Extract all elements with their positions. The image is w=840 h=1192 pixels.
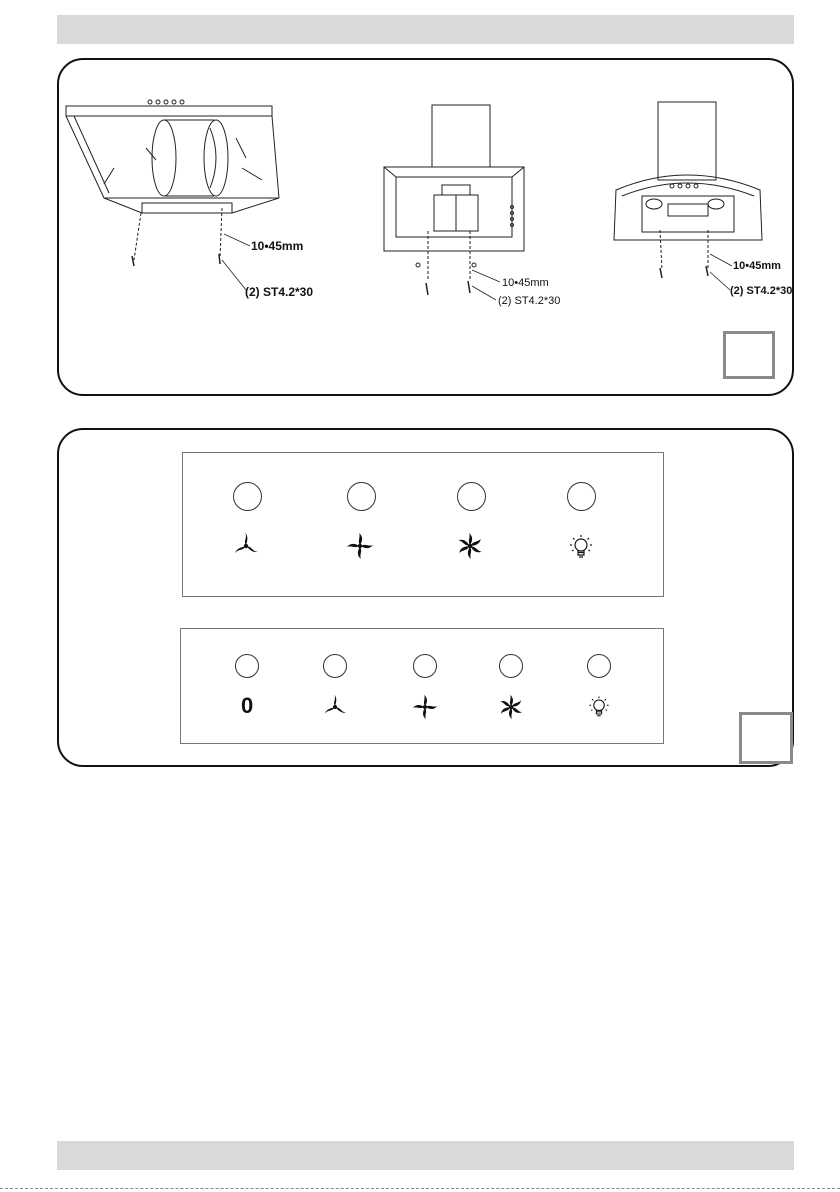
header-bar: [57, 15, 794, 44]
control-panel-four-buttons: [182, 452, 664, 597]
hood-c-leader-lines: [708, 252, 738, 297]
hood-c-screw-size-label: 10•45mm: [733, 260, 781, 272]
fan-speed-1-button[interactable]: [233, 482, 262, 511]
hood-b-screw-spec-label: (2) ST4.2*30: [498, 295, 561, 307]
hood-a-screw-size-label: 10•45mm: [251, 239, 304, 253]
light-bulb-icon: [585, 693, 613, 726]
figure-2-number-box: [739, 712, 793, 764]
page-cut-line: [0, 1188, 840, 1189]
fan-speed-2-button[interactable]: [413, 654, 437, 678]
fan-speed-2-icon: [345, 531, 375, 566]
fan-speed-2-icon: [411, 693, 439, 726]
hood-b-screw-size-label: 10•45mm: [502, 277, 549, 289]
hood-a-screw-spec-label: (2) ST4.2*30: [245, 285, 314, 299]
fan-speed-3-button[interactable]: [457, 482, 486, 511]
fan-speed-3-icon: [497, 693, 525, 726]
figure-1-number-box: [723, 331, 775, 379]
light-button[interactable]: [587, 654, 611, 678]
hood-b-leader-lines: [470, 268, 510, 308]
fan-speed-1-icon: [321, 693, 349, 726]
off-label: 0: [241, 693, 254, 718]
light-bulb-icon: [565, 531, 597, 568]
fan-speed-1-icon: [231, 531, 261, 566]
hood-c-screw-spec-label: (2) ST4.2*30: [730, 285, 793, 297]
fan-speed-1-button[interactable]: [323, 654, 347, 678]
light-button[interactable]: [567, 482, 596, 511]
hood-a-leader-lines: [220, 230, 260, 300]
fan-speed-2-button[interactable]: [347, 482, 376, 511]
fan-speed-3-icon: [455, 531, 485, 566]
control-panel-five-buttons: [180, 628, 664, 744]
fan-speed-3-button[interactable]: [499, 654, 523, 678]
footer-bar: [57, 1141, 794, 1170]
off-button[interactable]: [235, 654, 259, 678]
